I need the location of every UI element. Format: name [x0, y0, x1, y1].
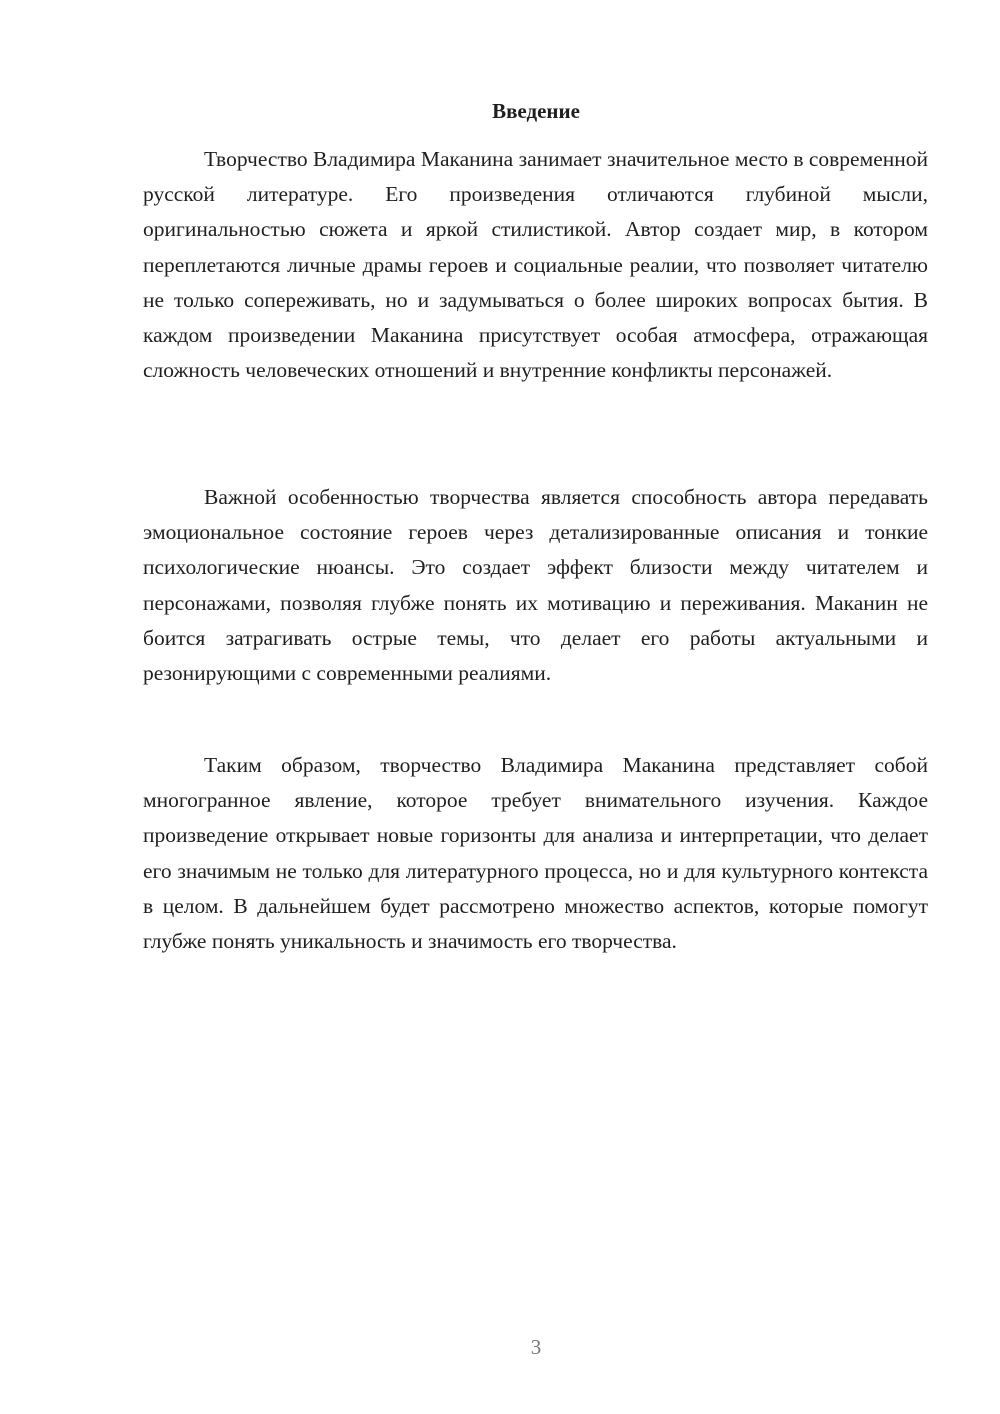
paragraph-1: Творчество Владимира Маканина занимает значительное место в современной русской литературе. Его произведения отличаются глубиной мысли, оригинальностью сюжета и яркой стилистикой. Автор создает мир, в котором переплетаются личные драмы героев и социальные реалии, что позволяет читателю не только сопереживать, но и задумываться о более широких вопросах бытия. В каждом произведении Маканина присутствует особая атмосфера, отражающая сложность человеческих отношений и внутренние конфликты персонажей. — [143, 147, 928, 383]
page-number: 3 — [530, 1335, 542, 1359]
paragraph-2: Важной особенностью творчества является способность автора передавать эмоциональное состояние героев через детализированные описания и тонкие психологические нюансы. Это создает эффект близости между читателем и персонажами, позволяя глубже понять их мотивацию и переживания. Маканин не боится затрагивать острые темы, что делает его работы актуальными и резонирующими с современными реалиями. — [143, 485, 928, 686]
section-heading: Введение — [492, 99, 580, 123]
paragraph-3: Таким образом, творчество Владимира Маканина представляет собой многогранное явление, которое требует внимательного изучения. Каждое произведение открывает новые горизонты для анализа и интерпретации, что делает его значимым не только для литературного процесса, но и для культурного контекста в целом. В дальнейшем будет рассмотрено множество аспектов, которые помогут глубже понять уникальность и значимость его творчества. — [143, 753, 928, 954]
